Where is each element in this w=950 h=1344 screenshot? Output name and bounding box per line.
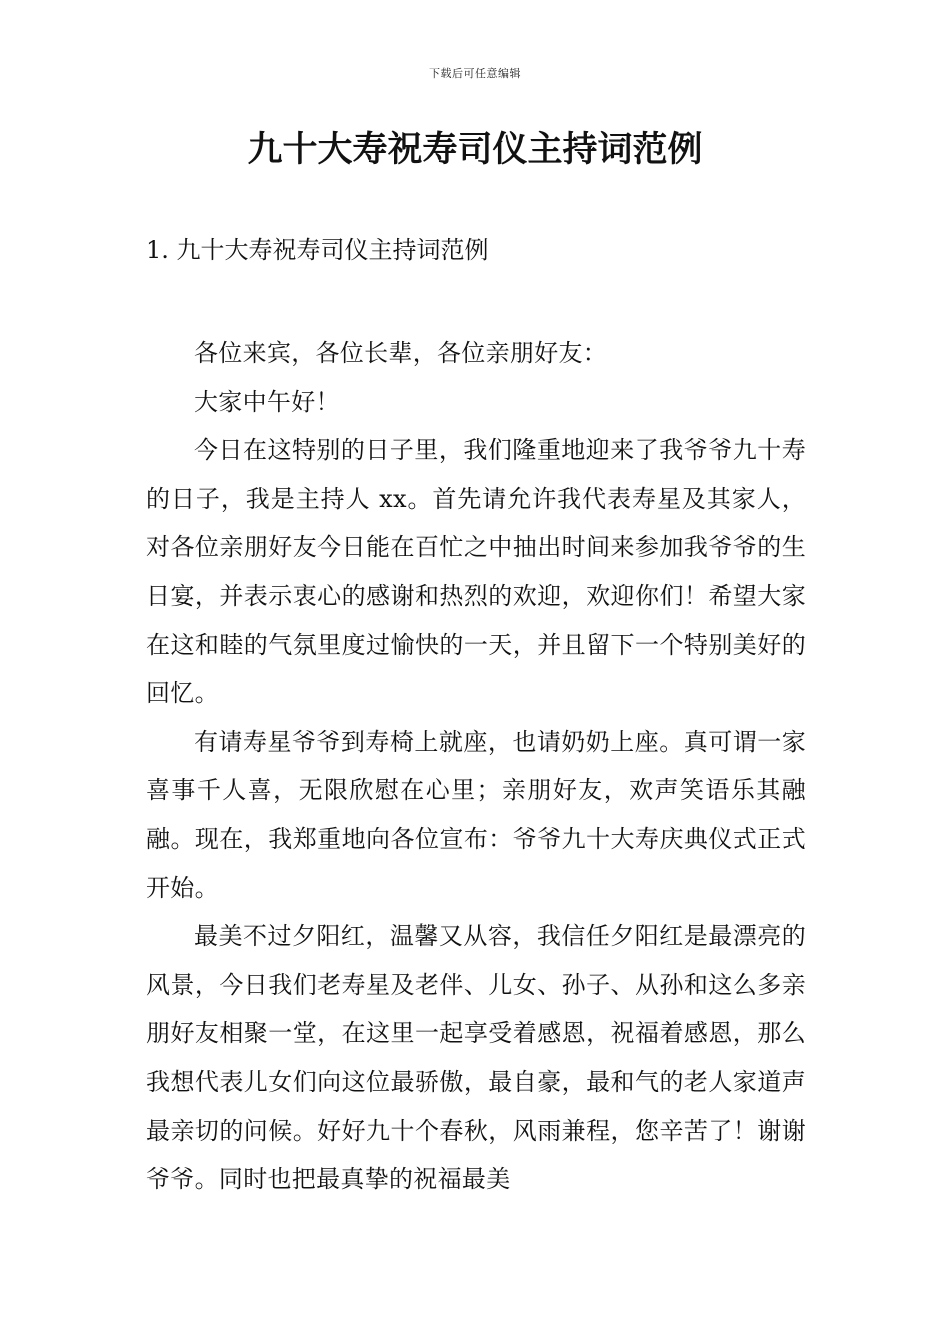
paragraph-hello: 大家中午好！ xyxy=(194,387,340,416)
paragraph-greeting: 各位来宾，各位长辈，各位亲朋好友： xyxy=(194,339,608,367)
document-title: 九十大寿祝寿司仪主持词范例 xyxy=(247,130,703,170)
paragraph-seating: 有请寿星爷爷到寿椅上就座，也请奶奶上座。真可谓一家喜事千人喜，无限欣慰在心里；亲朋好友，欢声笑语乐其融融。现在，我郑重地向各位宣布：爷爷九十大寿庆典仪式正式开始。 xyxy=(146,727,806,902)
section-heading: 1. 九十大寿祝寿司仪主持词范例 xyxy=(146,236,489,264)
header-note: 下载后可任意编辑 xyxy=(429,67,521,80)
paragraph-blessing: 最美不过夕阳红，温馨又从容，我信任夕阳红是最漂亮的风景，今日我们老寿星及老伴、儿女、孙子、从孙和这么多亲朋好友相聚一堂，在这里一起享受着感恩，祝福着感恩，那么我想代表儿女们向这位最骄傲，最自豪，最和气的老人家道声最亲切的问候。好好九十个春秋，风雨兼程，您辛苦了！谢谢爷爷。同时也把最真挚的祝福最美 xyxy=(146,922,806,1194)
body-text xyxy=(146,329,806,1204)
paragraph-opening: 今日在这特别的日子里，我们隆重地迎来了我爷爷九十寿的日子，我是主持人 xx。首先请允许我代表寿星及其家人，对各位亲朋好友今日能在百忙之中抽出时间来参加我爷爷的生日宴，并表示衷心的感谢和热烈的欢迎，欢迎你们！希望大家在这和睦的气氛里度过愉快的一天，并且留下一个特别美好的回忆。 xyxy=(146,436,806,708)
